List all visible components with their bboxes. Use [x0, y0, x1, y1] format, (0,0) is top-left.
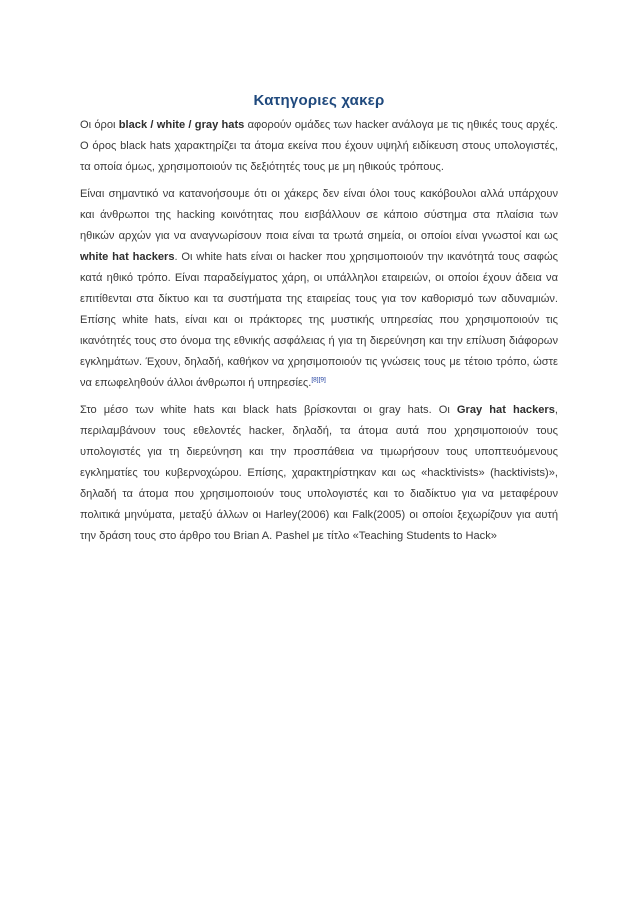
citation-link[interactable]: [8][9] — [311, 376, 326, 384]
paragraph-2-text-b: . Οι white hats είναι οι hacker που χρησιμοποιούν την ικανότητά τους σαφώς κατά ηθικό τρόπο. Είναι παραδείγματος χάρη, οι υπάλληλοι εταιρειών, οι οποίοι έχουν άδεια να επιτίθενται στα δίκτυο και τα συστήματα της εταιρείας τους για τον καθορισμό των αδυναμιών. Επίσης white hats, είναι και οι πράκτορες της μυστικής υπηρεσίας που χρησιμοποιούν τις ικανότητές τους στο όνομα της εθνικής ασφάλειας ή για τη διερεύνηση και την επίλυση διάφορων εγκλημάτων. Έχουν, δηλαδή, καθήκον να χρησιμοποιούν τις γνώσεις τους με τέτοιο τρόπο, ώστε να επωφεληθούν άλλοι άνθρωποι ή υπηρεσίες. — [80, 251, 558, 389]
paragraph-3-text-b: , περιλαμβάνουν τους εθελοντές hacker, δηλαδή, τα άτομα αυτά που χρησιμοποιούν τους υπολογιστές για τη διερεύνηση και την προσπάθεια να τιμωρήσουν τους υποπτευόμενους εγκληματίες του κυβερνοχώρου. Επίσης, χαρακτηρίστηκαν και ως «hacktivists» (hacktivists)», δηλαδή τα άτομα που χρησιμοποιούν τους υπολογιστές και το διαδίκτυο για να μεταφέρουν πολιτικά μηνύματα, μεταξύ άλλων οι Harley(2006) και Falk(2005) οι οποίοι ξεχωρίζουν για αυτή την δράση τους στο άρθρο του Brian A. Pashel με τίτλο «Teaching Students to Hack» — [80, 404, 558, 542]
paragraph-3-text-a: Στο μέσο των white hats και black hats βρίσκονται οι gray hats. Οι — [80, 404, 457, 416]
paragraph-3 — [80, 400, 558, 547]
document-page — [80, 92, 558, 553]
paragraph-2-text-a: Είναι σημαντικό να κατανοήσουμε ότι οι χάκερς δεν είναι όλοι τους κακόβουλοι αλλά υπάρχουν και άνθρωποι της hacking κοινότητας που εισβάλλουν σε κάποιο σύστημα στα πλαίσια των ηθικών αρχών για να αναγνωρίσουν ποια είναι τα τρωτά σημεία, οι οποίοι είναι γνωστοί και ως — [80, 188, 558, 242]
page-title: Κατηγοριες χακερ — [253, 92, 385, 109]
paragraph-1 — [80, 115, 558, 178]
paragraph-2-bold-terms: white hat hackers — [80, 251, 175, 263]
paragraph-1-text-b: αφορούν ομάδες των hacker ανάλογα με τις ηθικές τους αρχές. Ο όρος black hats χαρακτηρίζει τα άτομα εκείνα που έχουν υψηλή ειδίκευση στους υπολογιστές, τα οποία όμως, χρησιμοποιούν τις δεξιότητές τους με μη ηθικούς τρόπους. — [80, 119, 558, 173]
paragraph-1-bold-terms: black / white / gray hats — [118, 119, 245, 131]
paragraph-1-text-a: Οι όροι — [80, 119, 119, 131]
paragraph-2 — [80, 184, 558, 394]
paragraph-3-bold-terms: Gray hat hackers — [456, 404, 555, 416]
